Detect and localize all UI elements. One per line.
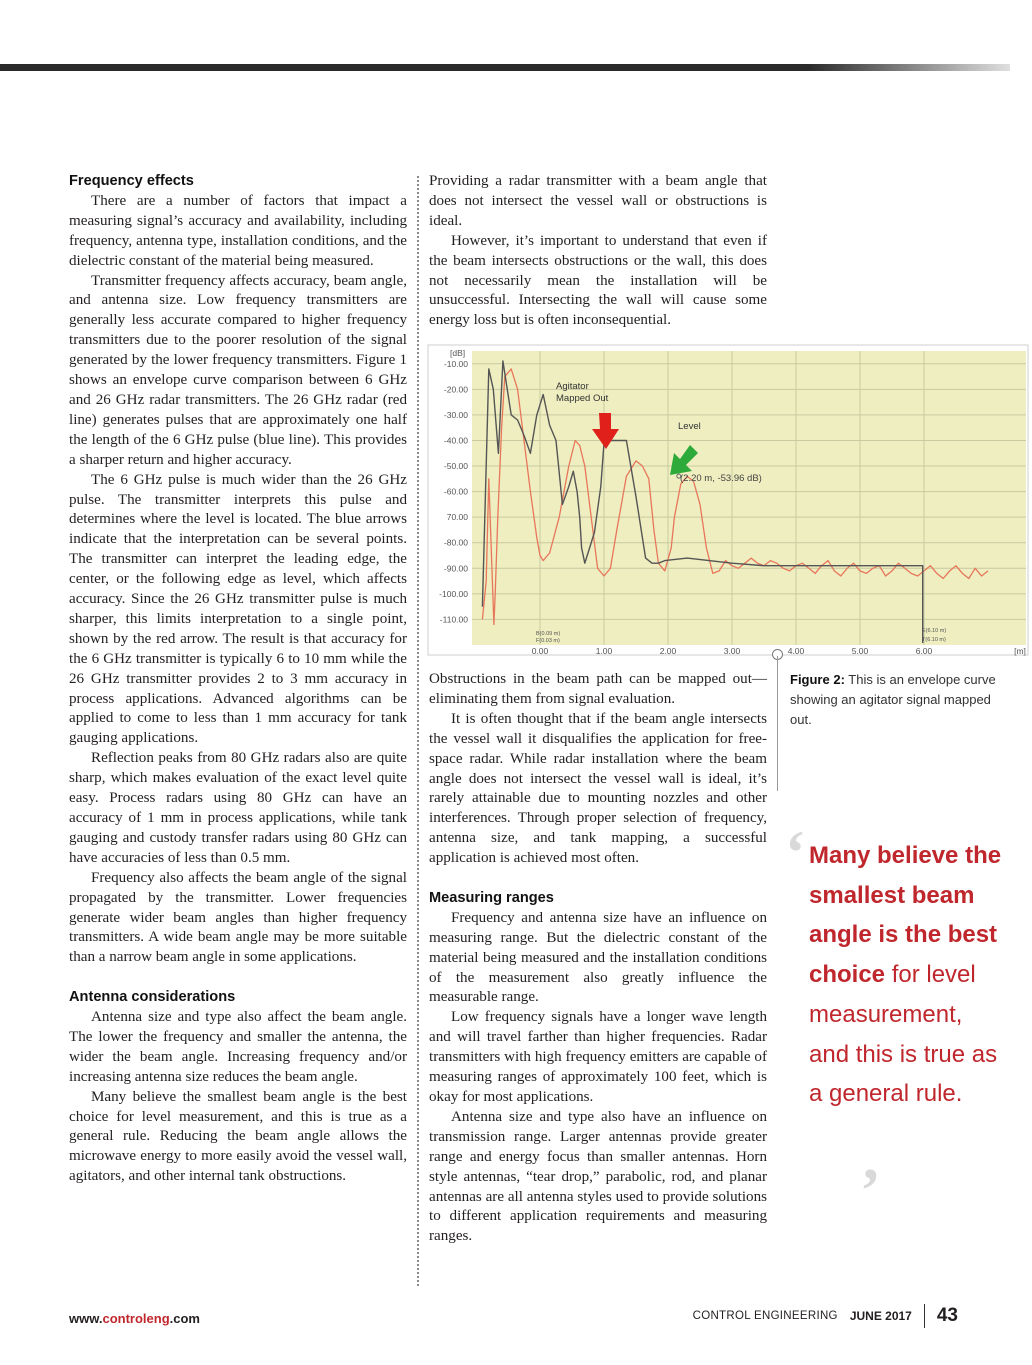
level-label: Level (678, 421, 701, 432)
paragraph: It is often thought that if the beam angle intersects the vessel wall it disqualifies the application for free-space radar. While radar installation where the beam angle does not intersect the vessel wall is ideal, it’s rarely attainable due to mounting nozzles and other interferences. Through proper selection of frequency, antenna size, and tank mapping, a successful application is achieved most often. (429, 710, 767, 867)
right-column-bottom (429, 670, 767, 1247)
heading-measuring-ranges: Measuring ranges (429, 889, 554, 906)
paragraph: Many believe the smallest beam angle is the best choice for level measurement, and this is true as a general rule. Reducing the beam angle allows the microwave energy to more easily avoid the vessel wall, agitators, and other internal tank obstructions. (69, 1088, 407, 1185)
x-tick-label: 0.00 (531, 646, 549, 656)
agitator-label: Mapped Out (556, 393, 609, 404)
pull-quote (809, 836, 1009, 1114)
footer-folio (693, 1304, 958, 1328)
paragraph: There are a number of factors that impact a measuring signal’s accuracy and availability, including frequency, antenna type, installation conditions, and the dielectric constant of the material being measured. (69, 192, 407, 269)
page-number: 43 (936, 1305, 958, 1326)
heading-frequency-effects: Frequency effects (69, 173, 194, 189)
x-tick-label: 3.00 (723, 646, 741, 656)
paragraph: Antenna size and type also have an influence on transmission range. Larger antennas provide greater range and energy focus than smaller antennas. Horn style antennas, “tear drop,” parabolic, rod, and planar antennas are all antenna styles used to provide solutions to different application requirements and measuring ranges. (429, 1108, 767, 1245)
footer-url[interactable] (69, 1311, 200, 1326)
heading-antenna-considerations: Antenna considerations (69, 989, 236, 1006)
paragraph: Low frequency signals have a longer wave length and will travel farther than higher frequencies. Radar transmitters with high frequency emitters are capable of measuring ranges of approximately 100 feet, which is okay for most applications. (429, 1009, 767, 1106)
paragraph: Antenna size and type also affect the beam angle. The lower the frequency and smaller the antenna, the wider the beam angle. Increasing frequency and/or increasing antenna size reduces the beam angle. (69, 1009, 407, 1085)
x-tick-label: 6.00 (915, 646, 933, 656)
y-tick-label: -10.00 (443, 358, 468, 369)
paragraph: Obstructions in the beam path can be mapped out—eliminating them from signal evaluation. (429, 671, 767, 707)
y-tick-label: -80.00 (443, 537, 468, 548)
caption-text: This is an envelope curve showing an agitator signal mapped out. (790, 672, 996, 727)
pull-quote-normal: for level measurement, and this is true as a general rule. (809, 961, 998, 1108)
x-tick-label: [m] (1014, 646, 1026, 656)
paragraph: Transmitter frequency affects accuracy, beam angle, and antenna size. Low frequency transmitters are generally less accurate compared to higher frequency transmitters due to the poorer resolution of the signal generated by the lower frequency transmitters. Figure 1 shows an envelope curve comparison between 6 GHz and 26 GHz radar transmitters. The 26 GHz radar (red line) generates pulses that are approximately one half the length of the 6 GHz pulse (blue line). This provides a sharper return and higher accuracy. (69, 272, 407, 468)
end-marker-label: T(6.10 m) (922, 637, 946, 643)
start-marker-label: B(0.09 m) (536, 631, 561, 637)
level-point-readout: (2.20 m, -53.96 dB) (680, 473, 762, 484)
figure-2-chart (428, 345, 1032, 657)
caption-label: Figure 2: (790, 672, 845, 687)
paragraph: Providing a radar transmitter with a beam angle that does not intersect the vessel wall or obstructions is ideal. (429, 173, 767, 229)
left-column (69, 172, 407, 1187)
close-quote-mark: ’ (860, 1157, 881, 1225)
right-column-top (429, 172, 767, 331)
column-divider (417, 176, 419, 1286)
y-tick-label: -100.00 (439, 588, 468, 599)
paragraph: Reflection peaks from 80 GHz radars also are quite sharp, which makes evaluation of the exact level quite easy. Process radars using 80 GHz can have an accuracy of 1 mm in process applications, while tank gauging and custody transfer radars using 80 GHz can have accuracies of less than 0.5 mm. (69, 750, 407, 866)
y-tick-label: -60.00 (443, 486, 468, 497)
magazine-name: CONTROL ENGINEERING (692, 1310, 838, 1322)
url-prefix: www. (69, 1311, 103, 1326)
top-rule (0, 64, 1010, 71)
paragraph: Frequency and antenna size have an influence on measuring range. But the dielectric constant of the material being measured and the installation conditions of the measurement also greatly influence the measurable range. (429, 909, 767, 1006)
x-tick-label: 4.00 (787, 646, 805, 656)
start-marker-label: F(0.03 m) (536, 638, 560, 644)
paragraph: Frequency also affects the beam angle of the signal propagated by the transmitter. Lower frequencies generate wider beam angles than higher frequency transmitters. A wide beam angle may be more suitable than a narrow beam angle in some applications. (69, 869, 407, 966)
x-tick-label: 2.00 (659, 646, 677, 656)
url-accent: controleng (102, 1311, 170, 1326)
y-tick-label: -110.00 (439, 614, 468, 625)
paragraph: The 6 GHz pulse is much wider than the 26 GHz pulse. The transmitter interprets this pulse and determines where the level is located. The blue arrows indicate that the interpretation can be several points. The transmitter can interpret the leading edge, the center, or the following edge as level, which affects accuracy. Since the 26 GHz transmitter pulse is much sharper, this limits interpretation to a single point, shown by the red arrow. The result is that accuracy for the 6 GHz transmitter is typically 6 to 10 mm while the 26 GHz transmitter provides 2 to 3 mm accuracy in process applications. Advanced algorithms can be applied to come to less than 1 mm accuracy for tank gauging applications. (69, 471, 407, 747)
issue-date: JUNE 2017 (849, 1309, 912, 1323)
y-tick-label: -90.00 (443, 563, 468, 574)
y-axis-label: [dB] (450, 348, 466, 358)
y-tick-label: -20.00 (443, 384, 468, 395)
x-tick-label: 5.00 (851, 646, 869, 656)
agitator-label: Agitator (556, 381, 589, 392)
end-marker-label: E(6.10 m) (922, 628, 947, 634)
url-suffix: .com (169, 1311, 200, 1326)
y-tick-label: -30.00 (443, 409, 468, 420)
y-tick-label: 70.00 (446, 512, 468, 523)
y-tick-label: -50.00 (443, 461, 468, 472)
envelope-curve-chart (428, 345, 1032, 657)
x-tick-label: 1.00 (595, 646, 613, 656)
figure-caption (790, 670, 1000, 730)
open-quote-mark: ‘ (785, 819, 806, 887)
paragraph: However, it’s important to understand that even if the beam intersects obstructions or the wall, this does not necessarily mean the installation will be unsuccessful. Intersecting the wall will cause some energy loss but is often inconsequential. (429, 232, 767, 329)
folio-separator (924, 1304, 925, 1328)
pull-quote-bold: Many believe the smallest beam angle is the best choice (809, 842, 1002, 989)
y-tick-label: -40.00 (443, 435, 468, 446)
caption-pointer-line (777, 656, 778, 791)
